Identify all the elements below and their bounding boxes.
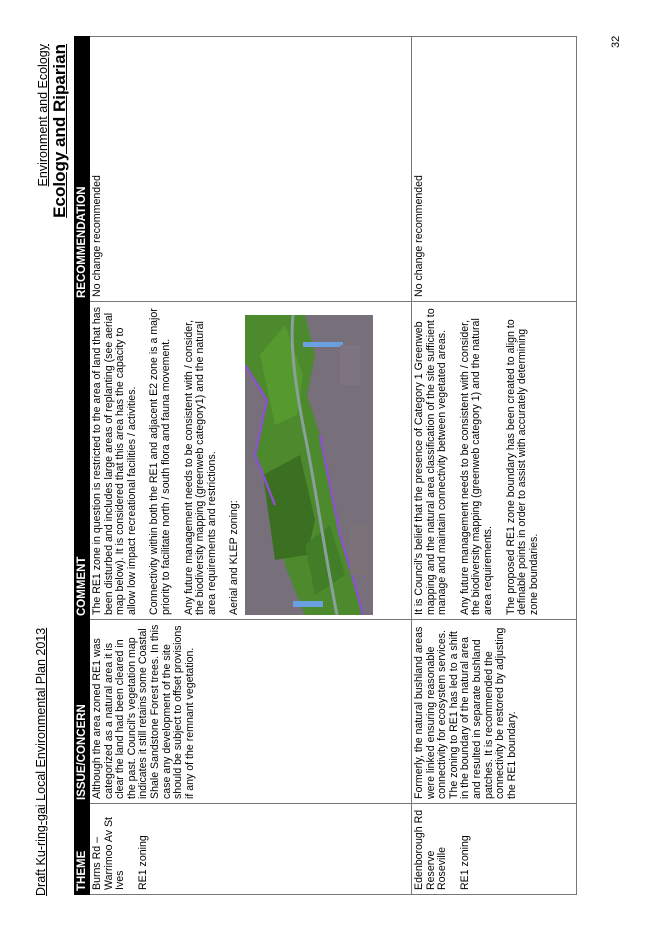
recommendation-text: No change recommended bbox=[91, 175, 103, 297]
column-header-comment: COMMENT bbox=[75, 302, 90, 620]
theme-location: Burns Rd – Warrimoo Av St Ives bbox=[91, 817, 127, 890]
section-title: Environment and Ecology bbox=[36, 44, 50, 187]
aerial-zoning-map-image bbox=[245, 315, 373, 615]
issue-text: Although the area zoned RE1 was categorized as a natural area it is clear the land had been cleared in the past. Council's vegetation map indicates it still retains some Coastal Shale Sandstone Forest trees. In this case any development of the site should be subject to offset provisions if any of the remnant vegetation. bbox=[91, 624, 196, 799]
column-header-recommendation: RECOMMENDATION bbox=[75, 37, 90, 302]
submissions-table bbox=[74, 36, 577, 895]
table-header-row bbox=[75, 37, 90, 895]
recommendation-cell bbox=[90, 37, 412, 302]
issue-cell bbox=[412, 620, 577, 804]
comment-paragraph: Any future management needs to be consistent with / consider, the biodiversity mapping (greenweb category 1) and the natural area requirements. bbox=[458, 318, 494, 615]
theme-cell bbox=[90, 804, 412, 895]
comment-cell bbox=[90, 302, 412, 620]
column-header-theme: THEME bbox=[75, 804, 90, 895]
document-title: Draft Ku-ring-gai Local Environmental Plan 2013 bbox=[34, 627, 48, 896]
table-row bbox=[412, 37, 577, 895]
issue-cell bbox=[90, 620, 412, 804]
comment-paragraph: Aerial and KLEP zoning: bbox=[228, 500, 241, 615]
comment-paragraph: The RE1 zone in question is restricted to the area of land that has been disturbed and includes large areas of replanting (see aerial map below). It is considered that this area has the capacity to allow low impact recreational facilities / activities. bbox=[91, 307, 138, 615]
table-row bbox=[90, 37, 412, 895]
comment-cell bbox=[412, 302, 577, 620]
recommendation-cell bbox=[412, 37, 577, 302]
comment-paragraph: Connectivity within both the RE1 and adjacent E2 zone is a major priority to facilitate north / south flora and fauna movement. bbox=[148, 308, 172, 615]
page-number: 32 bbox=[610, 35, 622, 48]
recommendation-text: No change recommended bbox=[413, 175, 425, 297]
comment-paragraph: Any future management needs to be consistent with / consider, the biodiversity mapping (greenweb category1) and the natural area requirements and restrictions. bbox=[182, 319, 218, 615]
comment-paragraph: The proposed RE1 zone boundary has been created to align to definable points in order to assist with accurately determining zone boundaries. bbox=[504, 319, 540, 615]
subsection-title: Ecology and Riparian bbox=[50, 44, 69, 218]
theme-cell bbox=[412, 804, 577, 895]
comment-paragraph: It is Council's belief that the presence of Category 1 Greenweb mapping and the natural area classification of the site sufficient to manage and maintain connectivity between vegetated areas. bbox=[413, 308, 449, 615]
theme-location: Edenborough Rd Reserve Roseville bbox=[413, 809, 449, 890]
column-header-issue: ISSUE/CONCERN bbox=[75, 620, 90, 804]
theme-zone: RE1 zoning bbox=[136, 835, 149, 890]
theme-zone: RE1 zoning bbox=[458, 835, 471, 890]
issue-text: Formerly, the natural bushland areas were linked ensuring reasonable connectivity for ecosystem services. The zoning to RE1 has led to a shift in the boundary of the natural area and resulted in separate bushland patches. It is recommended the connectivity be restored by adjusting the RE1 boundary. bbox=[413, 626, 518, 799]
